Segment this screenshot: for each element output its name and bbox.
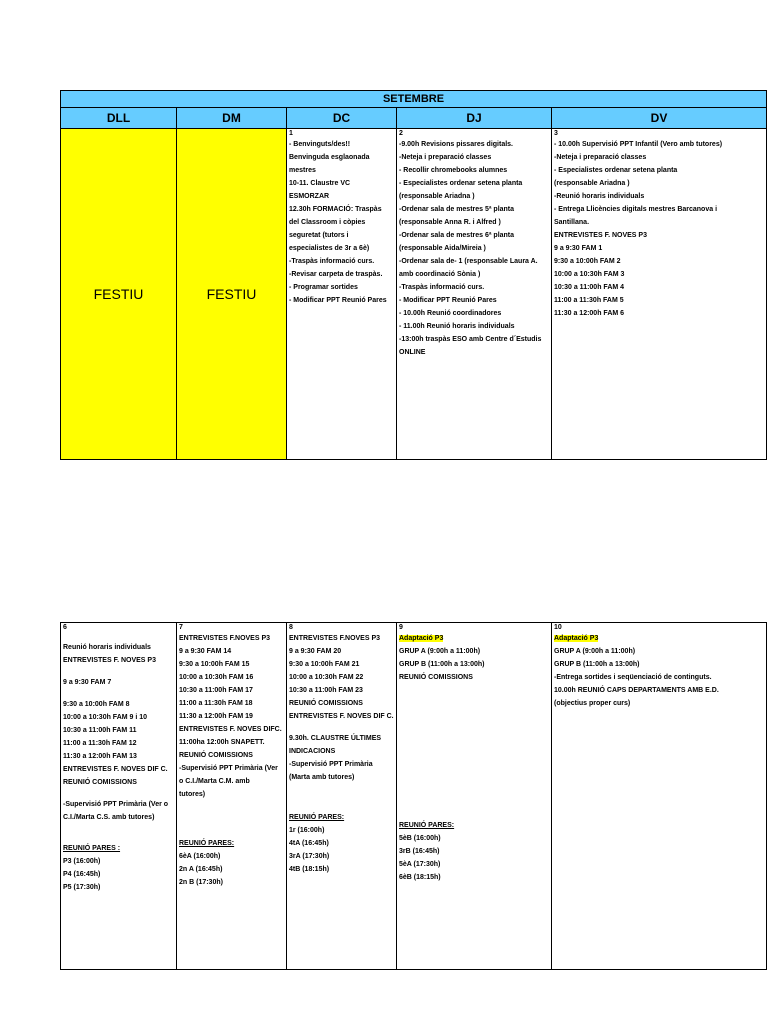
note-line: amb coordinació Sònia ) — [399, 271, 481, 278]
note-line: 9:30 a 10:00h FAM 15 — [179, 661, 250, 668]
note-line: 5èA (17:30h) — [399, 861, 441, 868]
note-line: (responsable Ariadna ) — [399, 193, 475, 200]
day-number: 6 — [63, 624, 67, 631]
note-line: 11:30 a 12:00h FAM 19 — [179, 713, 253, 720]
day-cell-8 — [287, 623, 397, 970]
day-cell-10 — [552, 623, 767, 970]
note-line: 9 a 9:30 FAM 14 — [179, 648, 232, 655]
note-line: 11:00ha 12:00h SNAPETT. — [179, 739, 265, 746]
note-line: REUNIÓ COMISSIONS — [289, 700, 363, 707]
note-line: -Neteja i preparació classes — [554, 154, 647, 161]
day-notes — [179, 632, 284, 889]
day-cell-2 — [397, 129, 552, 460]
note-line: del Classroom i còpies — [289, 219, 366, 226]
note-line: 11:30 a 12:00h FAM 13 — [63, 753, 137, 760]
note-line: 6èB (18:15h) — [399, 874, 441, 881]
day-number: 3 — [554, 130, 558, 137]
day-notes — [554, 645, 764, 710]
note-line: (responsable Ariadna ) — [554, 180, 630, 187]
note-line: REUNIÓ PARES : — [63, 845, 121, 852]
note-line — [399, 729, 549, 738]
day-number: 2 — [399, 130, 403, 137]
day-number: 7 — [179, 624, 183, 631]
note-line — [399, 747, 549, 756]
day-number: 10 — [554, 624, 562, 631]
day-notes — [289, 138, 394, 307]
note-line: -13:00h traspàs ESO amb Centre d´Estudis — [399, 336, 542, 343]
note-line: 11:30 a 12:00h FAM 6 — [554, 310, 625, 317]
note-line: 10-11. Claustre VC — [289, 180, 351, 187]
note-line — [399, 693, 549, 702]
note-line: ENTREVISTES F. NOVES DIF C. — [289, 713, 394, 720]
note-line — [399, 711, 549, 720]
note-line — [399, 756, 549, 765]
day-cell-9 — [397, 623, 552, 970]
day-cell-3 — [552, 129, 767, 460]
note-line: - Modificar PPT Reunió Pares — [399, 297, 497, 304]
note-line — [399, 702, 549, 711]
note-line: (responsable Aida/Mireia ) — [399, 245, 486, 252]
note-line: 10:00 a 10:30h FAM 3 — [554, 271, 625, 278]
note-line: (responsable Anna R. i Alfred ) — [399, 219, 501, 226]
note-line: -Neteja i preparació classes — [399, 154, 492, 161]
note-line — [399, 765, 549, 774]
note-line: 10:00 a 10:30h FAM 22 — [289, 674, 364, 681]
note-line — [63, 667, 174, 676]
note-line: - Programar sortides — [289, 284, 358, 291]
day-header-row — [61, 108, 767, 129]
note-line: especialistes de 3r a 6è) — [289, 245, 370, 252]
month-title: SETEMBRE — [61, 91, 767, 108]
note-line: -Supervisió PPT Primària (Ver o — [63, 801, 169, 808]
note-line: GRUP A (9:00h a 11:00h) — [399, 648, 481, 655]
note-line: tutores) — [179, 791, 206, 798]
note-line — [63, 689, 174, 698]
note-line: P4 (16:45h) — [63, 871, 101, 878]
note-line: seguretat (tutors i — [289, 232, 349, 239]
note-line: ONLINE — [399, 349, 426, 356]
note-line: 12.30h FORMACIÓ: Traspàs — [289, 206, 382, 213]
note-line — [399, 783, 549, 792]
note-line — [179, 828, 284, 837]
note-line: - Modificar PPT Reunió Pares — [289, 297, 387, 304]
note-line: - Benvinguts/des!! — [289, 141, 351, 148]
note-line: 9.30h. CLAUSTRE ÚLTIMES — [289, 735, 382, 742]
month-header-row — [61, 91, 767, 108]
adaptation-highlight: Adaptació P3 — [554, 635, 599, 642]
note-line: mestres — [289, 167, 316, 174]
day-number: 1 — [289, 130, 293, 137]
note-line: GRUP B (11:00h a 13:00h) — [554, 661, 640, 668]
day-cell-6 — [61, 623, 177, 970]
note-line: 6èA (16:00h) — [179, 853, 221, 860]
note-line: -9.00h Revisions pissares digitals. — [399, 141, 513, 148]
note-line: 3rA (17:30h) — [289, 853, 330, 860]
note-line: Benvinguda esglaonada — [289, 154, 370, 161]
note-line: 10:00 a 10:30h FAM 16 — [179, 674, 254, 681]
note-line — [63, 789, 174, 798]
note-line — [399, 801, 549, 810]
calendar-week-1 — [60, 90, 767, 460]
note-line: ENTREVISTES F.NOVES P3 — [179, 635, 271, 642]
day-cell-1 — [287, 129, 397, 460]
note-line — [179, 819, 284, 828]
note-line: -Supervisió PPT Primària (Ver — [179, 765, 278, 772]
note-line: ENTREVISTES F. NOVES DIFC. — [179, 726, 282, 733]
note-line — [289, 802, 394, 811]
day-header-dc: DC — [287, 108, 397, 129]
note-line: 9:30 a 10:00h FAM 2 — [554, 258, 621, 265]
note-line: 9:30 a 10:00h FAM 21 — [289, 661, 360, 668]
note-line: REUNIÓ COMISSIONS — [179, 752, 253, 759]
note-line: o C.I./Marta C.M. amb — [179, 778, 250, 785]
note-line: 4tA (16:45h) — [289, 840, 329, 847]
note-line: 4tB (18:15h) — [289, 866, 330, 873]
day-notes — [399, 138, 549, 359]
note-line: -Entrega sortides i seqüenciació de continguts. — [554, 674, 712, 681]
note-line: - 10.00h Supervisió PPT Infantil (Vero amb tutores) — [554, 141, 723, 148]
note-line: - Especialistes ordenar setena planta — [399, 180, 523, 187]
note-line: P3 (16:00h) — [63, 858, 101, 865]
note-line — [63, 833, 174, 842]
note-line: -Reunió horaris individuals — [554, 193, 645, 200]
week-1-row — [61, 129, 767, 460]
note-line: REUNIÓ COMISSIONS — [399, 674, 473, 681]
note-line: -Supervisió PPT Primària — [289, 761, 373, 768]
note-line: - Recollir chromebooks alumnes — [399, 167, 508, 174]
note-line: -Traspàs informació curs. — [289, 258, 375, 265]
note-line: ENTREVISTES F. NOVES DIF C. — [63, 766, 168, 773]
note-line — [179, 810, 284, 819]
note-line: REUNIÓ PARES: — [289, 814, 345, 821]
note-line: GRUP A (9:00h a 11:00h) — [554, 648, 636, 655]
note-line: ESMORZAR — [289, 193, 330, 200]
note-line — [399, 774, 549, 783]
note-line — [399, 810, 549, 819]
adaptation-highlight: Adaptació P3 — [399, 635, 444, 642]
note-line: 10:30 a 11:00h FAM 11 — [63, 727, 137, 734]
note-line: 10.00h REUNIÓ CAPS DEPARTAMENTS AMB E.D. — [554, 687, 719, 694]
note-line: 9 a 9:30 FAM 7 — [63, 679, 112, 686]
note-line: 11:00 a 11:30h FAM 5 — [554, 297, 624, 304]
note-line — [289, 723, 394, 732]
note-line: INDICACIONS — [289, 748, 336, 755]
note-line: -Ordenar sala de- 1 (responsable Laura A. — [399, 258, 538, 265]
festiu-cell-dm: FESTIU — [177, 129, 287, 460]
note-line: -Ordenar sala de mestres 6ª planta — [399, 232, 515, 239]
note-line: 11:00 a 11:30h FAM 12 — [63, 740, 137, 747]
note-line: 10:00 a 10:30h FAM 9 i 10 — [63, 714, 148, 721]
note-line: REUNIÓ PARES: — [179, 840, 235, 847]
calendar-week-2 — [60, 622, 767, 970]
note-line: 10:30 a 11:00h FAM 23 — [289, 687, 363, 694]
note-line — [179, 801, 284, 810]
note-line: ENTREVISTES F. NOVES P3 — [554, 232, 647, 239]
note-line: 2n B (17:30h) — [179, 879, 223, 886]
note-line: 9 a 9:30 FAM 20 — [289, 648, 342, 655]
note-line — [399, 792, 549, 801]
note-line: GRUP B (11:00h a 13:00h) — [399, 661, 485, 668]
note-line: 9 a 9:30 FAM 1 — [554, 245, 603, 252]
note-line: - 10.00h Reunió coordinadores — [399, 310, 502, 317]
festiu-cell-dll: FESTIU — [61, 129, 177, 460]
day-header-dm: DM — [177, 108, 287, 129]
note-line: 1r (16:00h) — [289, 827, 325, 834]
day-notes — [63, 632, 174, 894]
note-line: 3rB (16:45h) — [399, 848, 440, 855]
day-number: 8 — [289, 624, 293, 631]
note-line — [63, 632, 174, 641]
day-notes — [399, 645, 549, 884]
note-line: - Especialistes ordenar setena planta — [554, 167, 678, 174]
note-line: - 11.00h Reunió horaris individuals — [399, 323, 515, 330]
note-line: REUNIÓ PARES: — [399, 822, 455, 829]
week-2-row — [61, 623, 767, 970]
note-line: 10:30 a 11:00h FAM 17 — [179, 687, 253, 694]
note-line: 5èB (16:00h) — [399, 835, 441, 842]
day-header-dj: DJ — [397, 108, 552, 129]
note-line: -Ordenar sala de mestres 5ª planta — [399, 206, 515, 213]
note-line — [399, 738, 549, 747]
note-line — [399, 684, 549, 693]
day-header-dv: DV — [552, 108, 767, 129]
note-line: (objectius proper curs) — [554, 700, 631, 707]
day-number: 9 — [399, 624, 403, 631]
note-line: REUNIÓ COMISSIONS — [63, 779, 137, 786]
note-line: C.I./Marta C.S. amb tutores) — [63, 814, 155, 821]
note-line: -Revisar carpeta de traspàs. — [289, 271, 383, 278]
note-line — [63, 824, 174, 833]
note-line: ENTREVISTES F.NOVES P3 — [289, 635, 381, 642]
day-notes — [554, 138, 764, 320]
note-line: - Entrega Llicències digitals mestres Barcanova i — [554, 206, 718, 213]
note-line: ENTREVISTES F. NOVES P3 — [63, 657, 156, 664]
note-line: 11:00 a 11:30h FAM 18 — [179, 700, 253, 707]
note-line: 9:30 a 10:00h FAM 8 — [63, 701, 130, 708]
day-notes — [289, 632, 394, 876]
day-header-dll: DLL — [61, 108, 177, 129]
note-line: Santillana. — [554, 219, 590, 226]
note-line: Reunió horaris individuals — [63, 644, 151, 651]
note-line: -Traspàs informació curs. — [399, 284, 485, 291]
note-line: 10:30 a 11:00h FAM 4 — [554, 284, 625, 291]
note-line — [399, 720, 549, 729]
note-line: 2n A (16:45h) — [179, 866, 223, 873]
note-line — [289, 784, 394, 793]
day-cell-7 — [177, 623, 287, 970]
note-line — [289, 793, 394, 802]
note-line: P5 (17:30h) — [63, 884, 101, 891]
note-line: (Marta amb tutores) — [289, 774, 355, 781]
